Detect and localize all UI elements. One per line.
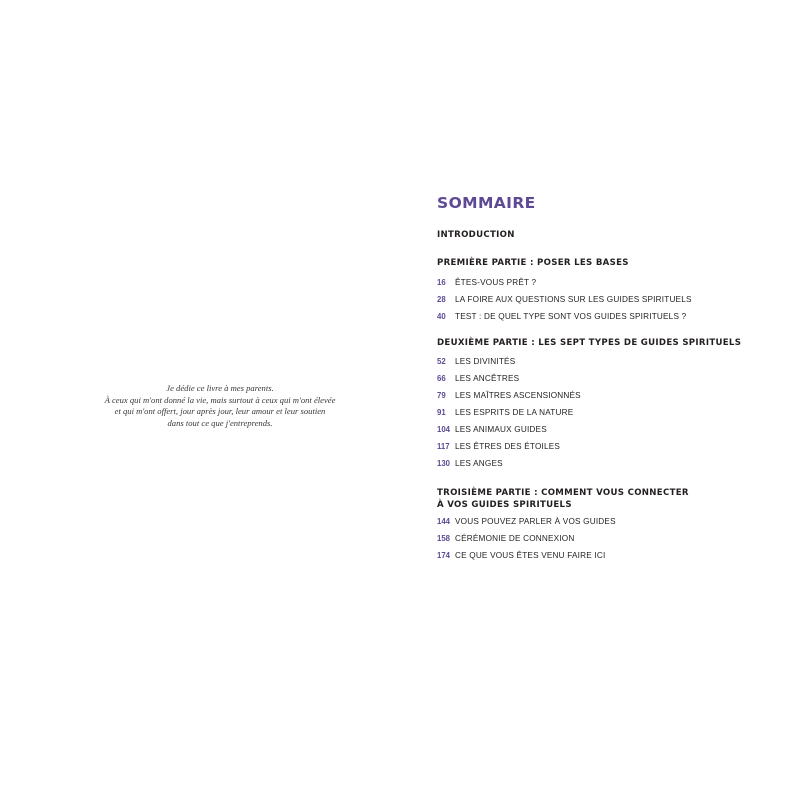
dedication-line: et qui m'ont offert, jour après jour, leur amour et leur soutien [114, 406, 326, 416]
dedication-line: Je dédie ce livre à mes parents. [166, 383, 274, 393]
toc-entry [437, 533, 575, 545]
toc-entry-page: 117 [437, 442, 450, 451]
toc-entry-page: 158 [437, 534, 451, 543]
toc-entry-label: LES ANGES [455, 459, 503, 468]
toc-entry-page: 144 [437, 517, 451, 526]
toc-entry-label: LES ESPRITS DE LA NATURE [455, 408, 574, 417]
toc-entry-label: VOUS POUVEZ PARLER À VOS GUIDES [455, 517, 616, 526]
toc-entry-label: LES ÊTRES DES ÉTOILES [455, 442, 561, 451]
toc-entry [437, 516, 616, 528]
toc-entry-page: 91 [437, 408, 446, 417]
toc-entry-label: CE QUE VOUS ÊTES VENU FAIRE ICI [455, 551, 606, 560]
toc-entry-page: 66 [437, 374, 446, 383]
toc-title: SOMMAIRE [437, 194, 536, 212]
toc-entry-label: LES ANCÊTRES [455, 374, 520, 383]
dedication [100, 383, 340, 429]
toc-entry [437, 294, 692, 306]
toc-entry [437, 550, 605, 562]
toc-introduction: INTRODUCTION [437, 230, 515, 240]
toc-entry-label: LES ANIMAUX GUIDES [455, 425, 547, 434]
toc-entry-label: LA FOIRE AUX QUESTIONS SUR LES GUIDES SPIRITUELS [455, 295, 692, 304]
toc-entry-label: LES MAÎTRES ASCENSIONNÉS [455, 391, 581, 400]
toc-entry-page: 130 [437, 459, 451, 468]
part-3-title: À VOS GUIDES SPIRITUELS [437, 500, 572, 510]
toc-entry [437, 424, 547, 436]
toc-entry-page: 52 [437, 357, 446, 366]
toc-entry-label: CÉRÉMONIE DE CONNEXION [455, 534, 575, 543]
part-2-title: DEUXIÈME PARTIE : LES SEPT TYPES DE GUIDES SPIRITUELS [437, 338, 742, 348]
toc-entry [437, 373, 519, 385]
toc-entry-page: 40 [437, 312, 446, 321]
toc-entry [437, 311, 686, 323]
toc-entry-label: LES DIVINITÉS [455, 357, 516, 366]
toc-entry [437, 407, 573, 419]
toc-entry [437, 390, 581, 402]
toc-entry [437, 356, 515, 368]
toc-entry-label: ÊTES-VOUS PRÊT ? [455, 278, 537, 287]
toc-entry [437, 458, 503, 470]
toc-entry [437, 277, 536, 289]
toc-entry-label: TEST : DE QUEL TYPE SONT VOS GUIDES SPIRITUELS ? [455, 312, 687, 321]
part-1-title: PREMIÈRE PARTIE : POSER LES BASES [437, 258, 629, 268]
toc-entry-page: 79 [437, 391, 446, 400]
toc-entry-page: 174 [437, 551, 451, 560]
toc-entry-page: 28 [437, 295, 446, 304]
dedication-line: À ceux qui m'ont donné la vie, mais surtout à ceux qui m'ont élevée [104, 394, 336, 405]
toc-entry-page: 104 [437, 425, 451, 434]
toc-entry-page: 16 [437, 278, 446, 287]
toc-entry [437, 441, 560, 453]
dedication-line: dans tout ce que j'entreprends. [167, 417, 273, 428]
part-3-title: TROISIÈME PARTIE : COMMENT VOUS CONNECTER [437, 488, 689, 498]
